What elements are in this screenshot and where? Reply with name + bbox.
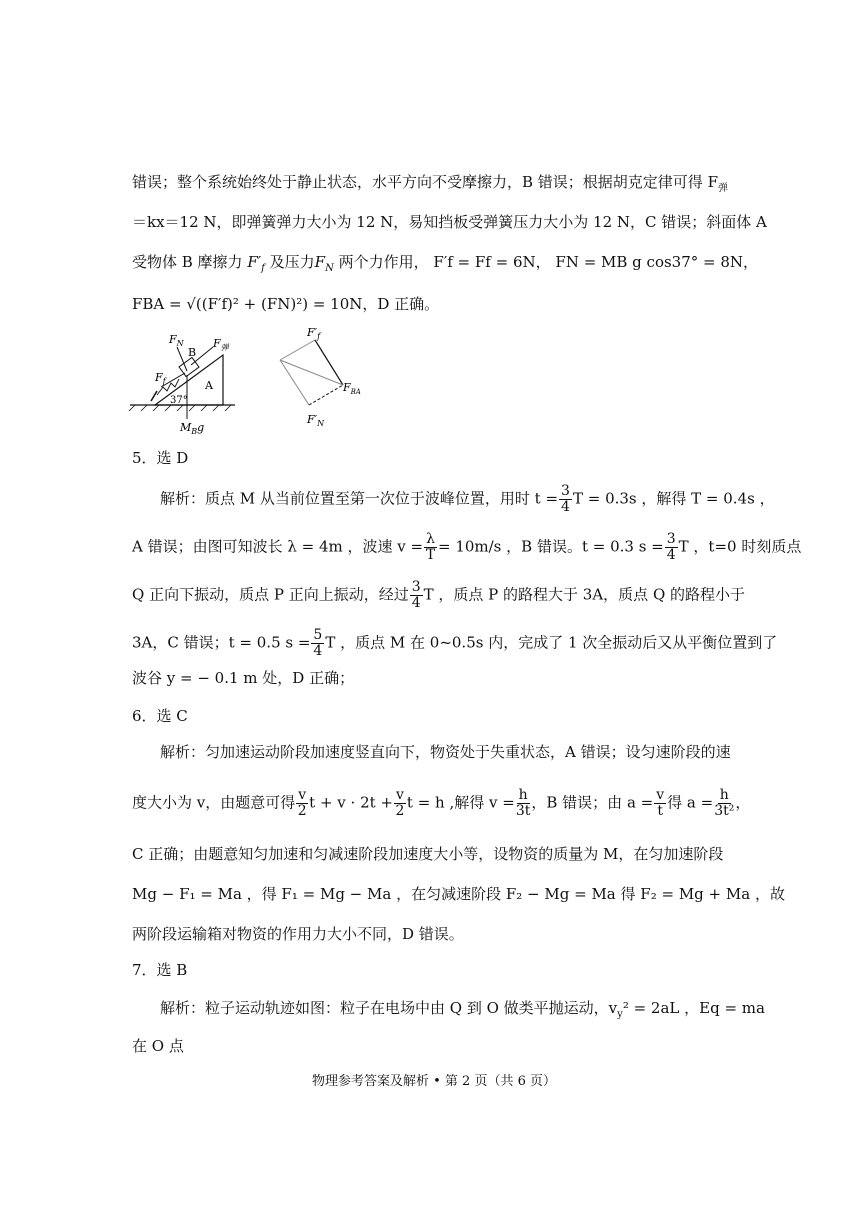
p1-line4: FBA = √((F′f)² + (FN)²) = 10N，D 正确。: [132, 295, 440, 313]
svg-text:F弹: $F_弹$: [213, 337, 229, 352]
q6-title: 6．选 C: [132, 707, 188, 725]
svg-text:A: A: [205, 379, 213, 392]
svg-text:MBg: $M_Bg$: [180, 421, 205, 435]
p1-line1: 错误；整个系统始终处于静止状态，水平方向不受摩擦力，B 错误；根据胡克定律可得 $F_弹$: [132, 173, 728, 194]
svg-text:F′N: $F'_N$: [307, 413, 325, 428]
q7-title: 7．选 B: [132, 961, 188, 979]
q5-line2: A 错误；由图可知波长 λ = 4m ，波速 v = $\frac{\lambda}{T}$ = 10m/s ，B 错误。t = 0.3 s = $\frac{3}{4}$ T ，t=0 时刻质点: [132, 531, 802, 563]
force-triangle-diagram: [275, 325, 375, 435]
q7-line2: 在 O 点: [132, 1037, 184, 1055]
svg-text:B: B: [188, 346, 197, 359]
svg-text:Ff: $F_f$: [155, 371, 166, 386]
svg-text:37°: 37°: [170, 395, 188, 406]
q6-line4: Mg − F₁ = Ma ，得 F₁ = Mg − Ma ，在匀减速阶段 F₂ − Mg = Ma 得 F₂ = Mg + Ma ，故: [132, 885, 785, 903]
q6-line3: C 正确；由题意知匀加速和匀减速阶段加速度大小等，设物资的质量为 M，在匀加速阶段: [132, 845, 724, 863]
p1-line3: 受物体 B 摩擦力 $F'_f$ 及压力$F_N$ 两个力作用， F′f = Ff = 6N， FN = MB g cos37° = 8N，: [132, 253, 759, 274]
q7-line1: 解析：粒子运动轨迹如图：粒子在电场中由 Q 到 O 做类平抛运动，$v_y^2 = 2aL$ ，Eq = ma: [160, 999, 765, 1020]
q6-line1: 解析：匀加速运动阶段加速度竖直向下，物资处于失重状态，A 错误；设匀速阶段的速: [160, 743, 731, 761]
q5-title: 5．选 D: [132, 449, 189, 467]
q5-line5: 波谷 y = − 0.1 m 处，D 正确；: [132, 669, 355, 687]
q6-line5: 两阶段运输箱对物资的作用力大小不同，D 错误。: [132, 925, 464, 943]
p1-line2: ＝kx＝12 N，即弹簧弹力大小为 12 N，易知挡板受弹簧压力大小为 12 N，C 错误；斜面体 A: [132, 213, 767, 231]
q5-line3: Q 正向下振动，质点 P 正向上振动，经过 $\frac{3}{4}$ T ，质点 P 的路程大于 3A，质点 Q 的路程小于: [132, 579, 746, 611]
svg-text:FBA: $F_{BA}$: [343, 381, 361, 396]
svg-text:FN: $F_N$: [169, 333, 184, 348]
q6-line2: 度大小为 v，由题意可得 $\frac{v}{2}$ t + v · 2t + $\frac{v}{2}$ t = h ,解得 v = $\frac{h}{3t}$ ，B 错误；由 a = $\frac{v}{t}$ 得 a = $\frac{h}{\text{3t²}}$ ，: [132, 787, 751, 819]
q5-line1: 解析：质点 M 从当前位置至第一次位于波峰位置，用时 t = $\frac{3}{4}$ T = 0.3s ，解得 T = 0.4s ，: [160, 483, 775, 515]
page-footer: 物理参考答案及解析 • 第 2 页（共 6 页）: [311, 1074, 556, 1089]
incline-force-diagram: [125, 325, 245, 435]
svg-text:F′f: $F'_f$: [307, 326, 321, 341]
q5-line4: 3A，C 错误；t = 0.5 s = $\frac{5}{4}$ T ，质点 M 在 0~0.5s 内，完成了 1 次全振动后又从平衡位置到了: [132, 627, 778, 659]
